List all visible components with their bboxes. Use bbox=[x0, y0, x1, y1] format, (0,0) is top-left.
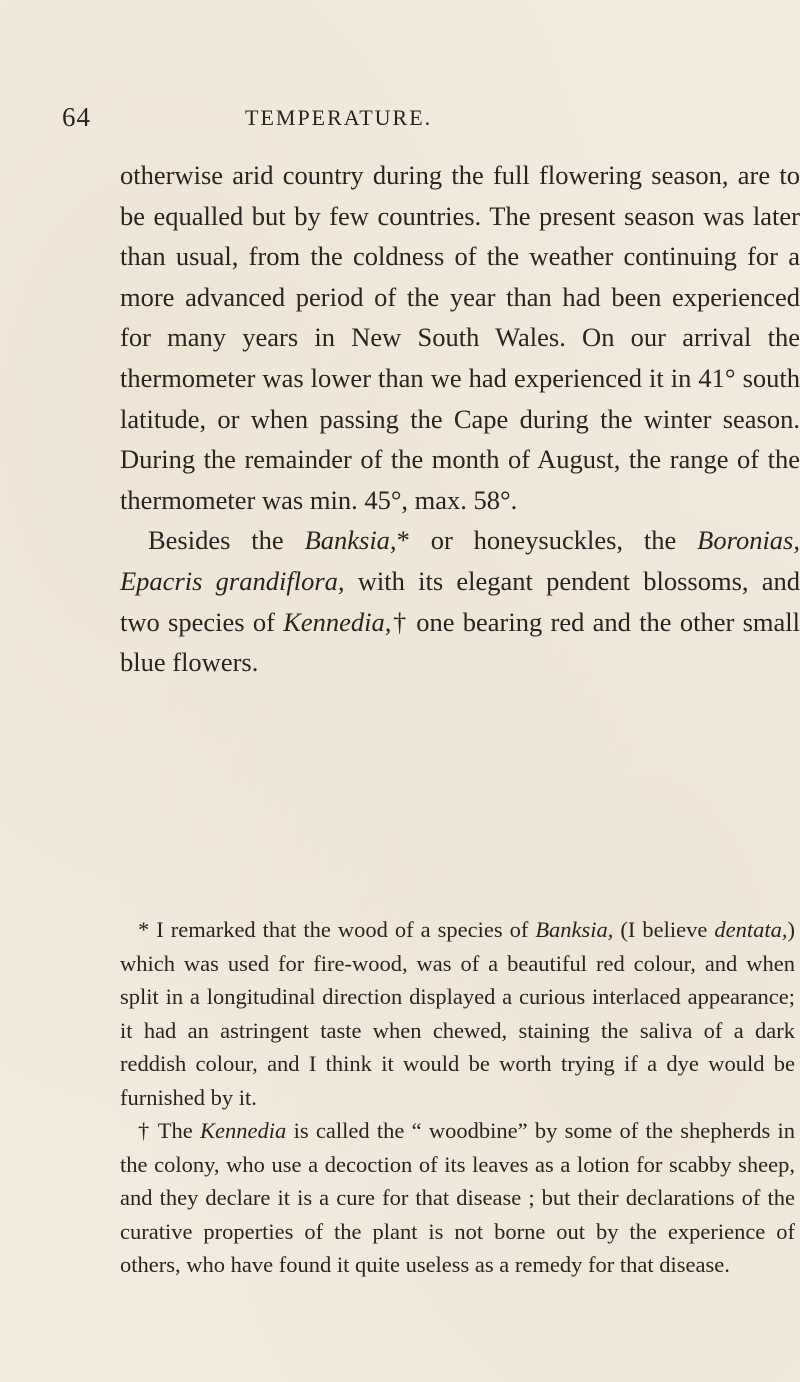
footnote-text: (I believe bbox=[613, 917, 715, 942]
running-head: TEMPERATURE. bbox=[245, 105, 433, 130]
paragraph-temperature: otherwise arid country during the full flowering season, are to be equalled but by few countries. The present season was later than usual, from the coldness of the weather continuing for a more advanced period of the year than had been experienced for many years in New South Wales. On our arrival the thermometer was lower than we had experienced it in 41° south latitude, or when passing the Cape during the winter season. During the remainder of the month of August, the range of the thermometer was min. 45°, max. 58°. bbox=[120, 160, 800, 515]
footnotes bbox=[120, 913, 795, 1282]
italic-banksia: Banksia, bbox=[304, 525, 397, 556]
footnote-text: ) which was used for fire-wood, was of a beautiful red colour, and when split in a longitudinal direction displayed a curious interlaced appearance; it had an astringent taste when chewed, staining the saliva of a dark reddish colour, and I think it would be worth trying if a dye would be furnished by it. bbox=[120, 917, 795, 1110]
paragraph-text: * or honeysuckles, the bbox=[396, 525, 698, 556]
paragraph-text: † one bearing red and the other small blue flowers. bbox=[120, 606, 800, 678]
footnote-banksia bbox=[120, 913, 795, 1114]
paragraph-text: with its elegant pendent blossoms, and two species of bbox=[120, 565, 800, 637]
paragraph-flowers bbox=[120, 520, 800, 682]
italic-kennedia: Kennedia, bbox=[283, 606, 392, 637]
italic-kennedia: Kennedia bbox=[200, 1118, 287, 1143]
footnote-text: is called the “ woodbine” by some of the shepherds in the colony, who use a decoction of its leaves as a lotion for scabby sheep, and they declare it is a cure for that disease ; but their declarations of the curative properties of the plant is not borne out by the experience of others, who have found it quite useless as a remedy for that disease. bbox=[120, 1118, 795, 1277]
main-text bbox=[120, 155, 800, 683]
italic-boronias-epacris: Boronias, Epacris grandiflora, bbox=[120, 525, 800, 596]
paragraph-text: Besides the bbox=[148, 525, 305, 556]
footnote-kennedia bbox=[120, 1114, 795, 1282]
footnote-text: * I remarked that the wood of a species of bbox=[138, 917, 536, 942]
italic-banksia: Banksia, bbox=[535, 917, 614, 942]
italic-dentata: dentata, bbox=[714, 917, 788, 942]
footnote-text: † The bbox=[138, 1118, 201, 1143]
page-header bbox=[62, 102, 712, 142]
page-number: 64 bbox=[62, 102, 91, 132]
